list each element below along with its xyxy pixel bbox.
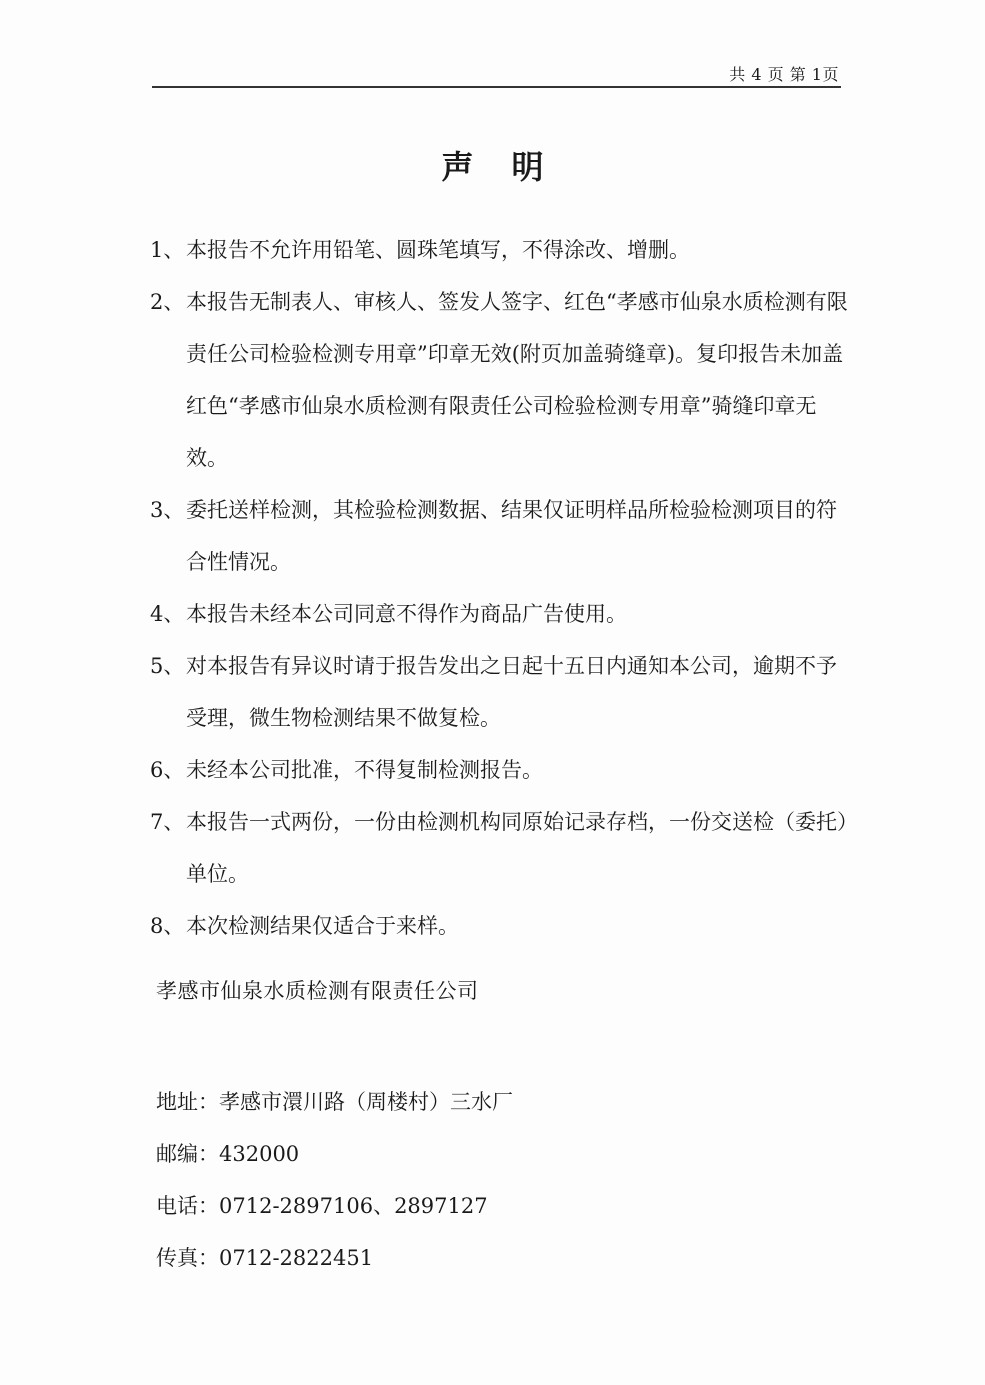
address-value: 孝感市澴川路（周楼村）三水厂 xyxy=(219,1090,513,1114)
list-item xyxy=(150,588,850,640)
fax-row xyxy=(156,1232,513,1284)
list-item xyxy=(150,900,850,952)
statement-list xyxy=(150,224,850,952)
page-header xyxy=(152,60,841,88)
item-number: 5、 xyxy=(150,654,185,678)
item-number: 8、 xyxy=(150,914,185,938)
item-number: 4、 xyxy=(150,602,185,626)
item-text: 委托送样检测，其检验检测数据、结果仅证明样品所检验检测项目的符合性情况。 xyxy=(186,498,837,574)
postcode-row xyxy=(156,1128,513,1180)
list-item xyxy=(150,276,850,484)
list-item xyxy=(150,484,850,588)
list-item xyxy=(150,796,850,900)
item-text: 本报告不允许用铅笔、圆珠笔填写，不得涂改、增删。 xyxy=(186,238,690,262)
item-text: 本报告未经本公司同意不得作为商品广告使用。 xyxy=(186,602,627,626)
phone-row xyxy=(156,1180,513,1232)
address-row xyxy=(156,1076,513,1128)
fax-value: 0712-2822451 xyxy=(219,1246,374,1270)
page-count: 共 4 页 第 1页 xyxy=(729,65,839,84)
item-number: 3、 xyxy=(150,498,185,522)
item-text: 本报告一式两份，一份由检测机构同原始记录存档，一份交送检（委托）单位。 xyxy=(186,810,848,886)
page-title: 声明 xyxy=(441,148,582,186)
phone-label: 电话： xyxy=(156,1194,219,1218)
postcode-value: 432000 xyxy=(219,1142,300,1166)
item-number: 1、 xyxy=(150,238,185,262)
item-text: 本报告无制表人、审核人、签发人签字、红色“孝感市仙泉水质检测有限责任公司检验检测专用章”印章无效(附页加盖骑缝章)。复印报告未加盖红色“孝感市仙泉水质检测有限责任公司检验检测专用章”骑缝印章无效。 xyxy=(186,290,848,470)
item-text: 本次检测结果仅适合于来样。 xyxy=(186,914,459,938)
list-item xyxy=(150,640,850,744)
fax-label: 传真： xyxy=(156,1246,219,1270)
item-text: 对本报告有异议时请于报告发出之日起十五日内通知本公司，逾期不予受理，微生物检测结果不做复检。 xyxy=(186,654,837,730)
item-number: 6、 xyxy=(150,758,185,782)
item-number: 2、 xyxy=(150,290,185,314)
item-number: 7、 xyxy=(150,810,185,834)
phone-value: 0712-2897106、2897127 xyxy=(219,1194,488,1218)
company-name: 孝感市仙泉水质检测有限责任公司 xyxy=(156,979,479,1003)
contact-info xyxy=(156,1076,513,1284)
list-item xyxy=(150,224,850,276)
item-text: 未经本公司批准，不得复制检测报告。 xyxy=(186,758,543,782)
address-label: 地址： xyxy=(156,1090,219,1114)
list-item xyxy=(150,744,850,796)
postcode-label: 邮编： xyxy=(156,1142,219,1166)
